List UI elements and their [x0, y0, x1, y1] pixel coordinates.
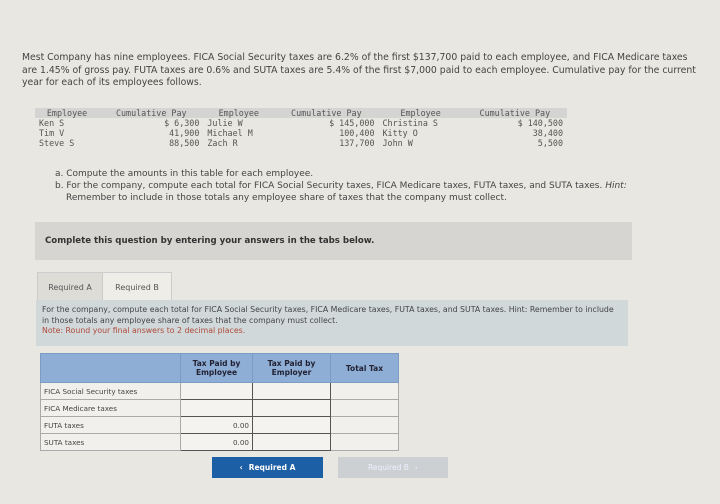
hint-label: Hint: — [605, 181, 627, 191]
employer-input[interactable] — [253, 383, 331, 400]
cell: 5,500 — [537, 138, 563, 148]
col-header: Employee — [35, 108, 99, 118]
cell: 41,900 — [169, 128, 200, 138]
cell: 137,700 — [339, 138, 375, 148]
cell: John W — [382, 138, 413, 148]
col-header: Tax Paid by Employer — [253, 354, 331, 383]
table-row — [35, 118, 567, 128]
col-header: Cumulative Pay — [463, 108, 567, 118]
row-label: FICA Medicare taxes — [41, 400, 181, 417]
cell: Michael M — [207, 128, 253, 138]
cell: 100,400 — [339, 128, 375, 138]
instruction-text: Complete this question by entering your answers in the tabs below. — [45, 236, 375, 246]
row-label: FICA Social Security taxes — [41, 383, 181, 400]
cell: Kitty O — [382, 128, 418, 138]
tab-required-b[interactable]: Required B — [102, 272, 172, 301]
employer-input[interactable] — [253, 434, 331, 451]
next-required-b-button[interactable] — [338, 457, 448, 478]
info-box — [36, 300, 628, 346]
col-header: Employee — [378, 108, 462, 118]
total-cell — [331, 434, 399, 451]
problem-intro: Mest Company has nine employees. FICA Social Security taxes are 6.2% of the first $137,700 paid to each employee, and FICA Medicare taxes are 1.45% of gross pay. FUTA taxes are 0.6% and SUTA taxes are 5.4% of the first $7,000 paid to each employee. Cumulative pay for the current year for each of its employees follows. — [22, 52, 696, 88]
row-label: FUTA taxes — [41, 417, 181, 434]
prev-label: Required A — [248, 463, 296, 472]
cell: Zach R — [207, 138, 238, 148]
cell: Tim V — [39, 128, 65, 138]
col-header: Employee — [203, 108, 274, 118]
prev-required-a-button[interactable] — [212, 457, 323, 478]
chevron-right-icon: › — [414, 463, 418, 472]
employee-input[interactable]: 0.00 — [181, 434, 253, 451]
cell: Ken S — [39, 118, 65, 128]
questions — [55, 168, 695, 204]
question-a: a. Compute the amounts in this table for each employee. — [55, 169, 314, 179]
employee-input[interactable] — [181, 383, 253, 400]
employer-input[interactable] — [253, 400, 331, 417]
cell: 38,400 — [532, 128, 563, 138]
question-b-text: b. For the company, compute each total for FICA Social Security taxes, FICA Medicare taxes, FUTA taxes, and SUTA taxes. — [55, 181, 603, 191]
cell: $ 6,300 — [164, 118, 200, 128]
table-row — [41, 400, 399, 417]
tax-answer-table — [40, 353, 399, 451]
cell: Julie W — [207, 118, 243, 128]
cell: $ 140,500 — [517, 118, 563, 128]
col-header: Total Tax — [331, 354, 399, 383]
cell: Christina S — [382, 118, 438, 128]
employee-input[interactable]: 0.00 — [181, 417, 253, 434]
row-label: SUTA taxes — [41, 434, 181, 451]
instruction-bar — [35, 222, 632, 260]
employee-pay-table — [35, 108, 567, 148]
employer-input[interactable] — [253, 417, 331, 434]
info-text: For the company, compute each total for FICA Social Security taxes, FICA Medicare taxes, FUTA taxes, and SUTA taxes. Hint: Remember to include in those totals any employee share of taxes that the company must collect. — [42, 305, 614, 325]
table-row — [35, 138, 567, 148]
question-b-hint: Remember to include in those totals any employee share of taxes that the company must collect. — [66, 193, 507, 203]
cell: $ 145,000 — [329, 118, 375, 128]
table-row — [41, 434, 399, 451]
col-header — [41, 354, 181, 383]
total-cell — [331, 400, 399, 417]
table-row — [35, 128, 567, 138]
cell: 88,500 — [169, 138, 200, 148]
col-header: Cumulative Pay — [99, 108, 203, 118]
total-cell — [331, 383, 399, 400]
cell: Steve S — [39, 138, 75, 148]
col-header: Cumulative Pay — [274, 108, 378, 118]
question-b — [55, 180, 695, 192]
table-row — [41, 417, 399, 434]
employee-input[interactable] — [181, 400, 253, 417]
table-row — [41, 383, 399, 400]
next-label: Required B — [368, 463, 409, 472]
chevron-left-icon: ‹ — [239, 463, 243, 472]
rounding-note: Note: Round your final answers to 2 decimal places. — [42, 326, 246, 335]
total-cell — [331, 417, 399, 434]
col-header: Tax Paid by Employee — [181, 354, 253, 383]
tab-required-a[interactable]: Required A — [37, 272, 103, 302]
